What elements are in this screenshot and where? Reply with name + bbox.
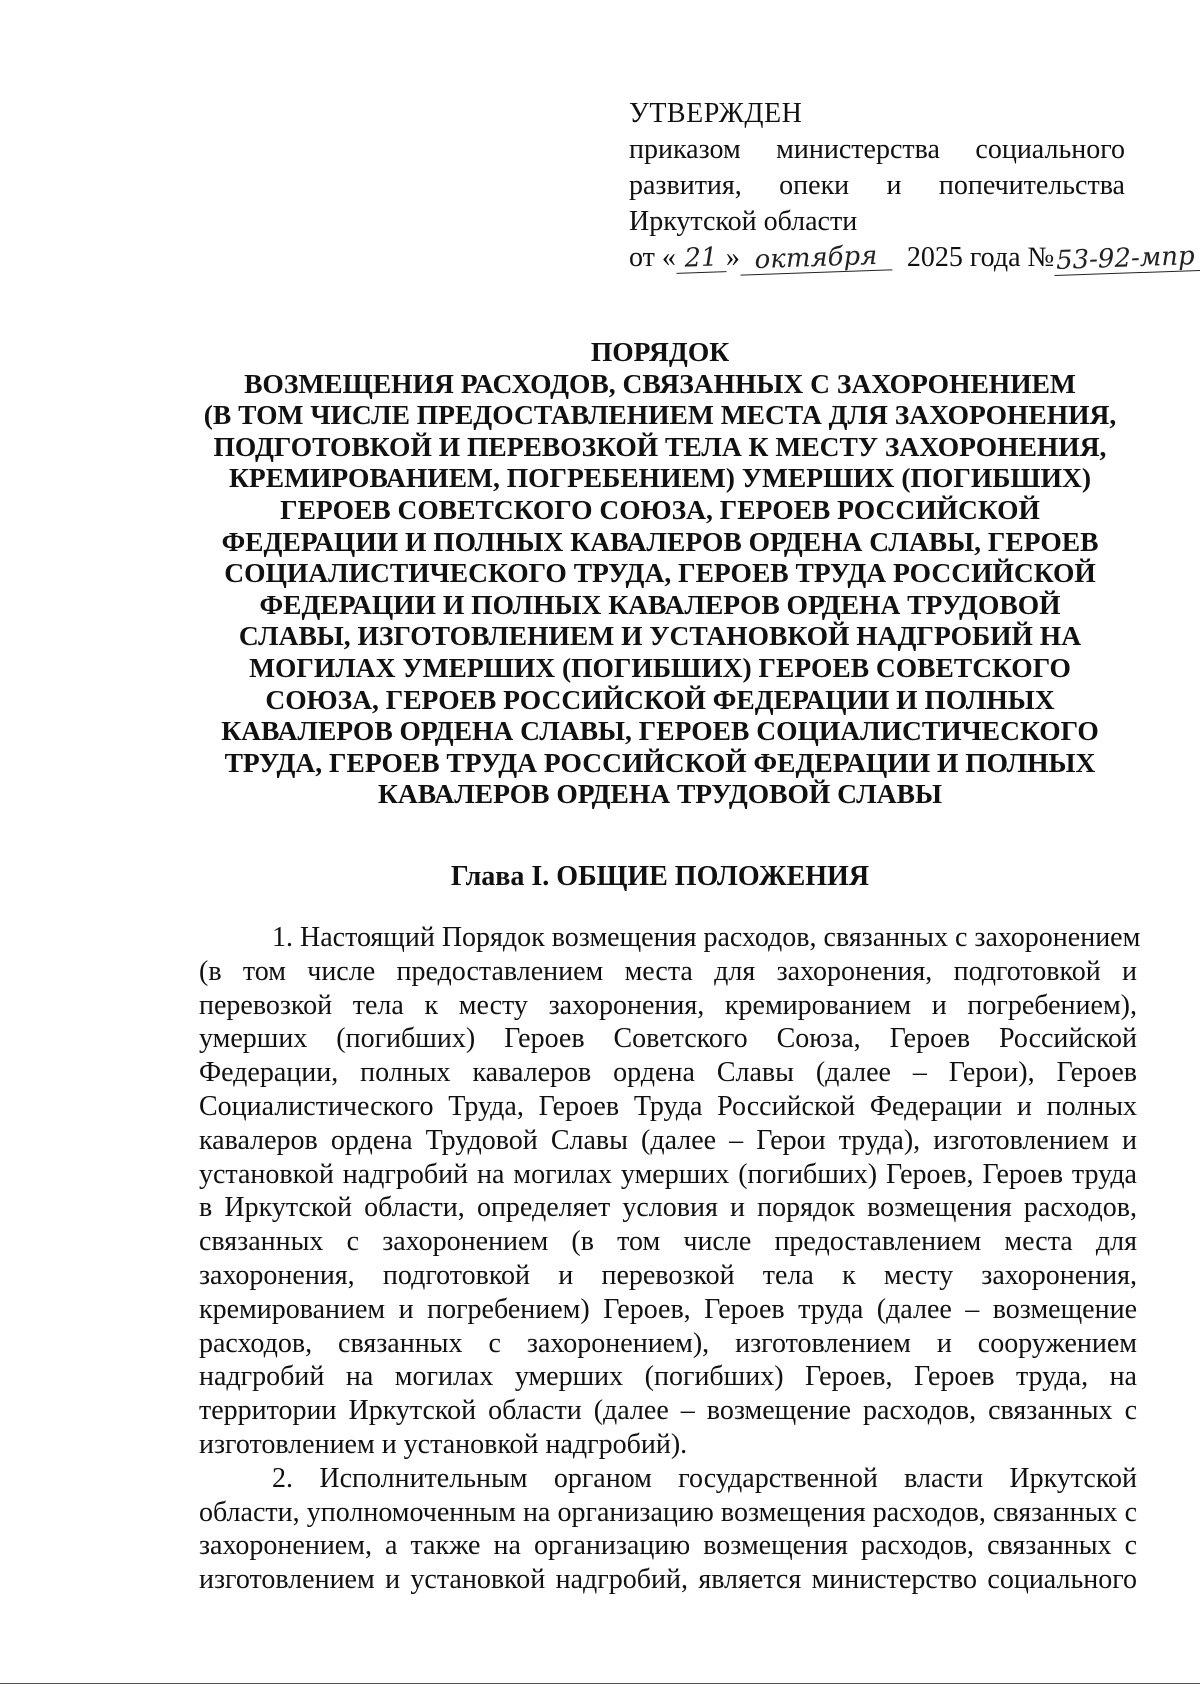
paragraph-1	[199, 921, 1141, 1462]
title-line: КРЕМИРОВАНИЕМ, ПОГРЕБЕНИЕМ) УМЕРШИХ (ПОГИБШИХ)	[228, 462, 1092, 494]
paragraph-line: умерших (погибших) Героев Советского Союза, Героев Российской	[199, 1023, 1137, 1055]
title-line: КАВАЛЕРОВ ОРДЕНА СЛАВЫ, ГЕРОЕВ СОЦИАЛИСТИЧЕСКОГО	[221, 715, 1099, 747]
title-line: СОЦИАЛИСТИЧЕСКОГО ТРУДА, ГЕРОЕВ ТРУДА РОССИЙСКОЙ	[224, 557, 1096, 589]
page-bottom-edge	[0, 1683, 1200, 1684]
paragraph-line: кавалеров ордена Трудовой Славы (далее – Герои труда), изготовлением и	[199, 1124, 1137, 1156]
approval-line-1: приказом министерства социального	[629, 134, 1125, 165]
approved-heading: УТВЕРЖДЕН	[629, 98, 803, 129]
paragraph-line: установкой надгробий на могилах умерших (погибших) Героев, Героев труда	[199, 1158, 1137, 1190]
handwritten-order-number: 53-92-мпр	[1054, 241, 1200, 276]
paragraph-line: расходов, связанных с захоронением), изготовлением и сооружением	[199, 1327, 1137, 1359]
title-line: КАВАЛЕРОВ ОРДЕНА ТРУДОВОЙ СЛАВЫ	[377, 778, 943, 810]
paragraph-line: захоронения, подготовкой и перевозкой тела к месту захоронения,	[199, 1259, 1137, 1291]
title-line: ТРУДА, ГЕРОЕВ ТРУДА РОССИЙСКОЙ ФЕДЕРАЦИИ И ПОЛНЫХ	[224, 746, 1096, 778]
date-prefix: от «	[629, 242, 676, 273]
title-line: ФЕДЕРАЦИИ И ПОЛНЫХ КАВАЛЕРОВ ОРДЕНА СЛАВЫ, ГЕРОЕВ	[221, 525, 1099, 557]
paragraph-line: перевозкой тела к месту захоронения, кремированием и погребением),	[199, 989, 1137, 1021]
title-line: (В ТОМ ЧИСЛЕ ПРЕДОСТАВЛЕНИЕМ МЕСТА ДЛЯ ЗАХОРОНЕНИЯ,	[203, 399, 1117, 431]
title-line: ПОДГОТОВКОЙ И ПЕРЕВОЗКОЙ ТЕЛА К МЕСТУ ЗАХОРОНЕНИЯ,	[213, 430, 1107, 462]
paragraph-line: Социалистического Труда, Героев Труда Российской Федерации и полных	[199, 1090, 1137, 1122]
approval-line-2: развития, опеки и попечительства	[629, 170, 1125, 201]
date-year: 2025 года №	[899, 242, 1055, 273]
paragraph-line: изготовлением и установкой надгробий).	[199, 1428, 688, 1460]
title-line: МОГИЛАХ УМЕРШИХ (ПОГИБШИХ) ГЕРОЕВ СОВЕТСКОГО	[249, 651, 1071, 683]
title-line: ГЕРОЕВ СОВЕТСКОГО СОЮЗА, ГЕРОЕВ РОССИЙСКОЙ	[280, 493, 1040, 525]
paragraph-line: (в том числе предоставлением места для захоронения, подготовкой и	[199, 955, 1137, 987]
title-line: СЛАВЫ, ИЗГОТОВЛЕНИЕМ И УСТАНОВКОЙ НАДГРОБИЙ НА	[238, 620, 1082, 652]
title-line: ФЕДЕРАЦИИ И ПОЛНЫХ КАВАЛЕРОВ ОРДЕНА ТРУДОВОЙ	[259, 588, 1061, 620]
approval-line-3: Иркутской области	[629, 206, 858, 237]
title-line: ПОРЯДОК	[590, 336, 730, 367]
handwritten-day: 21	[675, 243, 726, 274]
paragraph-line: изготовлением и установкой надгробий, является министерство социального	[199, 1564, 1137, 1596]
paragraph-line: кремированием и погребением) Героев, Героев труда (далее – возмещение	[199, 1293, 1137, 1325]
title-line: СОЮЗА, ГЕРОЕВ РОССИЙСКОЙ ФЕДЕРАЦИИ И ПОЛНЫХ	[265, 683, 1055, 715]
paragraph-line: захоронением, а также на организацию возмещения расходов, связанных с	[199, 1530, 1137, 1562]
paragraph-2	[199, 1462, 1137, 1597]
document-body	[199, 921, 1141, 1597]
paragraph-line: в Иркутской области, определяет условия и порядок возмещения расходов,	[199, 1192, 1137, 1224]
date-mid: »	[725, 242, 740, 273]
approval-date-line	[629, 240, 1196, 276]
paragraph-line: 1. Настоящий Порядок возмещения расходов, связанных с захоронением	[272, 922, 1141, 953]
document-title	[200, 336, 1120, 810]
paragraph-line: надгробий на могилах умерших (погибших) Героев, Героев труда, на	[199, 1361, 1137, 1393]
approval-block	[629, 96, 1196, 276]
chapter-heading: Глава I. ОБЩИЕ ПОЛОЖЕНИЯ	[450, 861, 870, 892]
paragraph-line: 2. Исполнительным органом государственной власти Иркутской	[272, 1462, 1137, 1494]
paragraph-line: территории Иркутской области (далее – возмещение расходов, связанных с	[199, 1395, 1137, 1427]
paragraph-line: связанных с захоронением (в том числе предоставлением места для	[199, 1226, 1137, 1258]
title-line: ВОЗМЕЩЕНИЯ РАСХОДОВ, СВЯЗАННЫХ С ЗАХОРОНЕНИЕМ	[244, 367, 1076, 399]
handwritten-month: октября	[739, 241, 892, 275]
paragraph-line: Федерации, полных кавалеров ордена Славы (далее – Герои), Героев	[199, 1057, 1137, 1089]
paragraph-line: области, уполномоченным на организацию возмещения расходов, связанных с	[199, 1496, 1137, 1528]
